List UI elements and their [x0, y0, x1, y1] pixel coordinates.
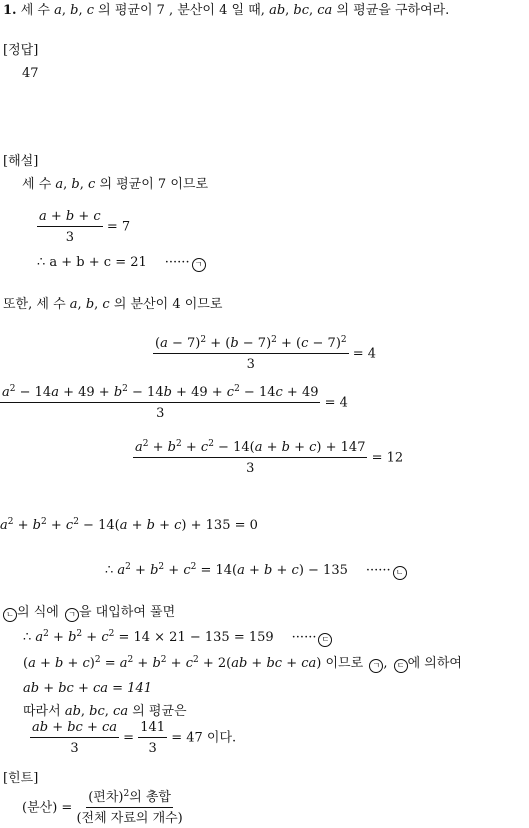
- equation-squares: ∴ $a^2 + b^2 + c^2 = 14(a + b + c) - 135$ ······ ㄴ: [105, 564, 407, 580]
- equation-sum: ∴ a + b + c = 21 ······ ㄱ: [37, 256, 206, 272]
- solution-intro: 세 수 a, b, c 의 평균이 7 이므로: [22, 177, 209, 192]
- problem-number: 1.: [3, 3, 17, 18]
- equation-141: ab + bc + ca = 141: [23, 681, 152, 696]
- equation-159: ∴ $a^2 + b^2 + c^2 = 14 \times 21 - 135 = 159$ ······ ㄷ: [23, 631, 332, 647]
- solution-variance-intro: 또한, 세 수 a, b, c 의 분산이 4 이므로: [3, 297, 223, 312]
- equation-mean: $\frac{a + b + c}{3}$ = 7: [39, 209, 131, 245]
- circle-mark-2: ㄴ: [393, 566, 407, 580]
- equation-variance: $\frac{(a - 7)^2 + (b - 7)^2 + (c - 7)^2}{3}$ = 4: [155, 335, 377, 372]
- thus-line: 따라서 ab, bc, ca 의 평균은: [23, 704, 187, 719]
- hint-formula: (분산) = $\frac{(편차)^2의 총합}{\text{(전체 자료의 개수)}}$: [22, 789, 183, 826]
- substitution-line: ㄴ 의 식에 ㄱ 을 대입하여 풀면: [3, 606, 175, 622]
- answer-heading: [정답]: [3, 43, 39, 58]
- equation-zero: $a^2 + b^2 + c^2 - 14(a + b + c) + 135 = 0$: [0, 517, 258, 533]
- equation-square-expansion: $(a + b + c)^2 = a^2 + b^2 + c^2 + 2(ab$ + bc + ca) 이므로 ㄱ , ㄷ 에 의하여: [23, 655, 462, 671]
- circle-mark-1: ㄱ: [192, 258, 206, 272]
- equation-simplified: $\frac{a^2 + b^2 + c^2 - 14(a + b + c) + 147}{3}$ = 12: [135, 439, 404, 476]
- circle-mark-3: ㄷ: [318, 633, 332, 647]
- problem-statement: 1. 세 수 a, b, c 의 평균이 7 , 분산이 4 일 때, ab, bc, ca 의 평균을 구하여라.: [3, 3, 450, 18]
- hint-heading: [힌트]: [3, 771, 39, 786]
- equation-expanded: $\frac{a^2 - 14a + 49 + b^2 - 14b + 49 + c^2 - 14c + 49}{3}$ = 4: [2, 384, 348, 421]
- solution-heading: [해설]: [3, 154, 39, 169]
- answer-value: 47: [22, 66, 39, 81]
- equation-final: $\frac{ab + bc + ca}{3}$ = $\frac{141}{3}$ = 47 이다.: [32, 720, 237, 756]
